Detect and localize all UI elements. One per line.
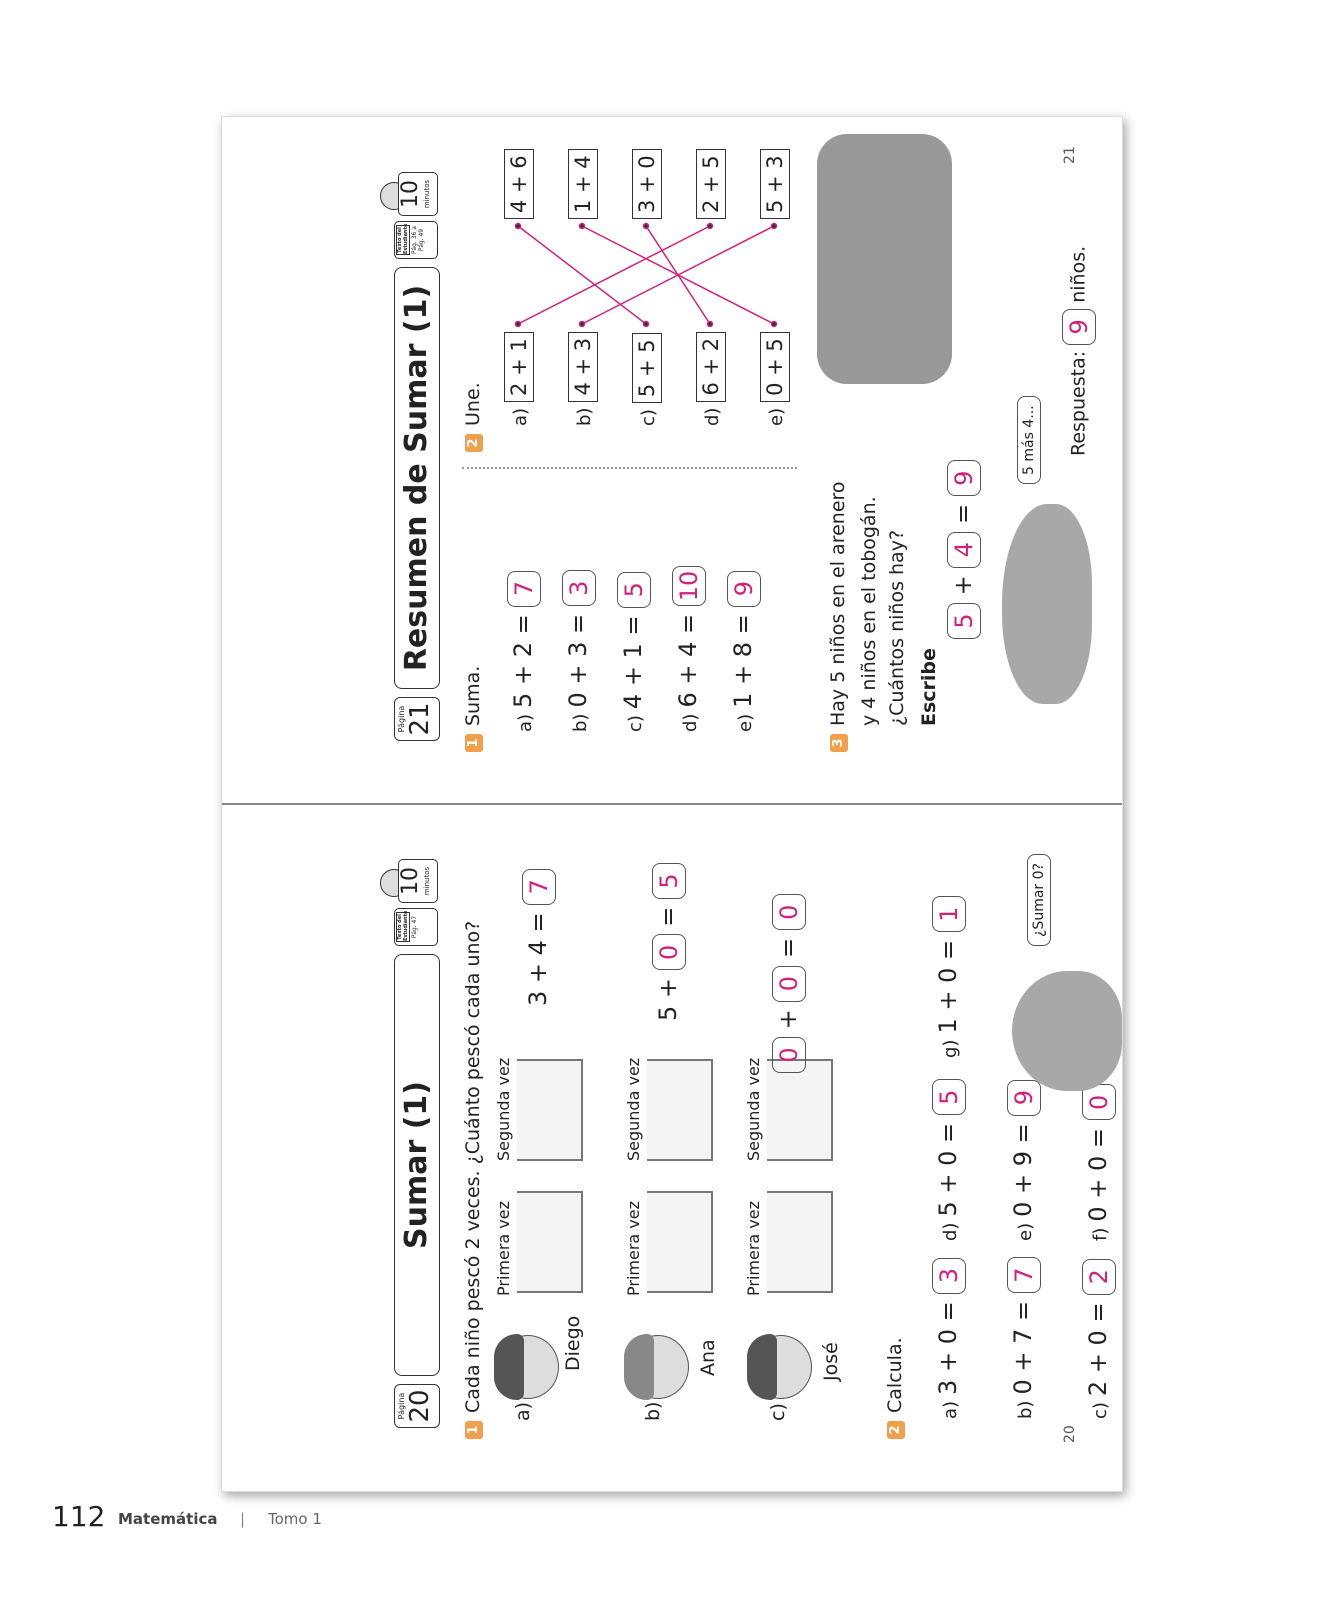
kid-name: José <box>820 1342 842 1381</box>
kid-face-icon <box>750 1335 812 1399</box>
page-label: Página <box>397 1392 406 1420</box>
page-footer-number: 21 <box>1062 146 1078 164</box>
matching-lines <box>222 117 1122 804</box>
une-left-b: b)4 + 3 <box>568 332 598 426</box>
answer-box[interactable]: 3 <box>932 1258 966 1294</box>
textbook-spread <box>221 116 1123 1492</box>
answer-box[interactable]: 7 <box>522 869 556 905</box>
clock-unit: minutos <box>423 866 431 896</box>
page-label: Página <box>397 705 406 733</box>
page-number: 20 <box>405 1389 435 1423</box>
first-time-label: Primera vez <box>744 1201 763 1296</box>
footer-separator: | <box>240 1510 246 1528</box>
page-title: Resumen de Sumar (1) <box>394 267 440 689</box>
texto-label: Texto del Estudiante <box>397 223 409 254</box>
cat-mascot-icon <box>1002 504 1092 704</box>
fish-basket <box>517 1191 583 1293</box>
first-time-label: Primera vez <box>624 1201 643 1296</box>
page-footer-number: 20 <box>1062 1425 1078 1443</box>
empty-basket <box>647 1059 713 1161</box>
second-time-label: Segunda vez <box>494 1057 513 1161</box>
calc-d: d)5 + 0 = 5 <box>932 1079 966 1241</box>
question-badge: 2 <box>465 434 483 452</box>
calc-b: b)0 + 7 = 7 <box>1007 1257 1041 1419</box>
fish-basket <box>647 1191 713 1293</box>
question-badge: 2 <box>887 1421 905 1439</box>
match-line <box>518 226 646 324</box>
page-number-box <box>394 1384 440 1428</box>
question-badge: 1 <box>465 1421 483 1439</box>
answer-box[interactable]: 3 <box>562 570 596 606</box>
clock-unit: minutos <box>423 179 431 209</box>
clock-minutes: 10 <box>398 180 423 208</box>
speech-bubble: 5 más 4... <box>1017 396 1041 484</box>
answer-box[interactable]: 0 <box>652 934 686 970</box>
answer-box[interactable]: 1 <box>932 896 966 932</box>
match-line <box>518 226 710 324</box>
answer-box[interactable]: 9 <box>727 571 761 607</box>
question-line-3: ¿Cuántos niños hay? <box>886 529 908 726</box>
rotated-content <box>222 117 1122 1491</box>
une-left-e: e)0 + 5 <box>760 332 790 426</box>
calc-g: g)1 + 0 = 1 <box>932 896 966 1058</box>
equation-c: 0 + 0 = 0 <box>772 894 806 1073</box>
une-right-3: 3 + 0 <box>632 149 662 219</box>
answer-box[interactable]: 5 <box>617 572 651 608</box>
question-1 <box>462 921 484 1439</box>
page-number: 21 <box>405 702 435 736</box>
item-label: b) <box>642 1401 664 1421</box>
kid-name: Diego <box>562 1315 584 1371</box>
speech-bubble: ¿Sumar 0? <box>1027 854 1051 946</box>
question-3 <box>827 481 849 752</box>
footer-volume: Tomo 1 <box>268 1510 322 1528</box>
answer-box[interactable]: 9 <box>1062 309 1096 345</box>
footer-page-number: 112 <box>52 1500 106 1533</box>
sum-b: b)0 + 3 = 3 <box>562 570 596 732</box>
page-21 <box>222 117 1122 804</box>
question-line-1: Hay 5 niños en el arenero <box>827 481 849 726</box>
escribe-label: Escribe <box>918 648 940 726</box>
equation-b: 5 + 0 = 5 <box>652 863 686 1021</box>
question-text: Une. <box>462 382 484 426</box>
answer-box[interactable]: 0 <box>772 966 806 1002</box>
item-label: a) <box>512 1401 534 1421</box>
first-time-label: Primera vez <box>494 1201 513 1296</box>
une-left-d: d)6 + 2 <box>696 332 726 426</box>
clock-minutes: 10 <box>398 867 423 895</box>
playground-illustration <box>817 134 952 384</box>
sum-e: e)1 + 8 = 9 <box>727 571 761 732</box>
answer-box[interactable]: 0 <box>772 1037 806 1073</box>
texto-label: Texto del Estudiante <box>397 910 409 941</box>
answer-box[interactable]: 4 <box>947 532 981 568</box>
second-time-label: Segunda vez <box>624 1057 643 1161</box>
write-equation: 5 + 4 = 9 <box>947 460 981 639</box>
answer-box[interactable]: 0 <box>1082 1084 1116 1120</box>
question-2 <box>884 1337 906 1439</box>
answer-box[interactable]: 9 <box>947 460 981 496</box>
second-time-label: Segunda vez <box>744 1057 763 1161</box>
answer-box[interactable]: 5 <box>932 1079 966 1115</box>
texto-pages: Pág. 36 a Pág. 49 <box>411 226 425 254</box>
answer-box[interactable]: 0 <box>772 894 806 930</box>
texto-pages: Pág. 47 <box>411 915 418 939</box>
timer-clock <box>380 859 438 903</box>
question-text: Cada niño pescó 2 veces. ¿Cuánto pescó cada uno? <box>462 920 484 1413</box>
une-right-5: 5 + 3 <box>760 149 790 219</box>
calc-f: f)0 + 0 = 0 <box>1082 1084 1116 1241</box>
answer-line: Respuesta: 9 niños. <box>1062 246 1096 456</box>
kid-face-icon <box>497 1335 559 1399</box>
answer-box[interactable]: 2 <box>1082 1259 1116 1295</box>
answer-box[interactable]: 10 <box>672 566 706 607</box>
question-text: Calcula. <box>884 1337 906 1413</box>
answer-box[interactable]: 5 <box>652 863 686 899</box>
answer-box[interactable]: 7 <box>1007 1257 1041 1293</box>
page-title: Sumar (1) <box>394 954 440 1376</box>
calc-e: e)0 + 9 = 9 <box>1007 1080 1041 1241</box>
item-label: c) <box>767 1403 789 1421</box>
question-text: Suma. <box>462 665 484 726</box>
sum-a: a)5 + 2 = 7 <box>507 571 541 732</box>
sum-d: d)6 + 4 = 10 <box>672 566 706 732</box>
answer-box[interactable]: 9 <box>1007 1080 1041 1116</box>
calc-a: a)3 + 0 = 3 <box>932 1258 966 1419</box>
question-badge: 1 <box>465 734 483 752</box>
une-left-c: c)5 + 5 <box>632 333 662 426</box>
sum-c: c)4 + 1 = 5 <box>617 572 651 732</box>
empty-basket <box>767 1059 833 1161</box>
calc-c: c)2 + 0 = 2 <box>1082 1259 1116 1419</box>
page-20 <box>222 804 1122 1491</box>
answer-box[interactable]: 7 <box>507 571 541 607</box>
equation-a: 3 + 4 = 7 <box>522 869 556 1006</box>
footer-subject: Matemática <box>118 1510 218 1528</box>
question-line-2: y 4 niños en el tobogán. <box>858 496 880 726</box>
cat-mascot-icon <box>1012 971 1122 1091</box>
fish-basket <box>517 1059 583 1161</box>
answer-box[interactable]: 5 <box>947 603 981 639</box>
une-right-4: 2 + 5 <box>696 149 726 219</box>
une-left-a: a)2 + 1 <box>504 332 534 426</box>
kid-name: Ana <box>697 1339 719 1376</box>
empty-basket <box>767 1191 833 1293</box>
une-right-2: 1 + 4 <box>568 149 598 219</box>
une-right-1: 4 + 6 <box>504 149 534 219</box>
kid-face-icon <box>627 1335 689 1399</box>
texto-estudiante-ref <box>394 908 438 946</box>
question-badge: 3 <box>830 734 848 752</box>
